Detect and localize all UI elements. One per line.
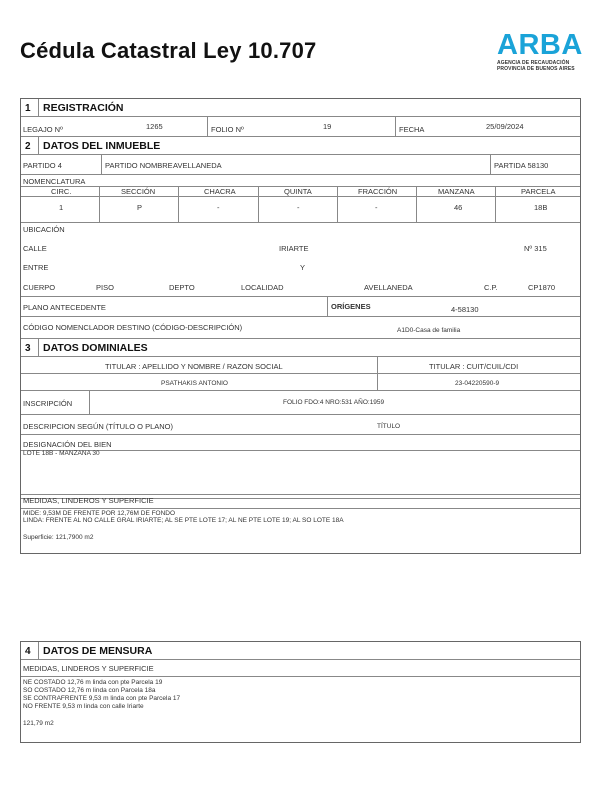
nom-value-quinta: - xyxy=(297,203,300,212)
section-title: DATOS DE MENSURA xyxy=(43,645,153,657)
titular-value: PSATHAKIS ANTONIO xyxy=(161,380,228,387)
cp-value: CP1870 xyxy=(528,283,556,292)
codigo-label: CÓDIGO NOMENCLADOR DESTINO (CÓDIGO-DESCRIPCIÓN) xyxy=(23,323,243,332)
inscripcion-value: FOLIO FDO:4 NRO:531 AÑO:1959 xyxy=(283,399,385,406)
localidad-value: AVELLANEDA xyxy=(364,283,413,292)
folio-value: 19 xyxy=(323,122,332,131)
mensura-superficie: 121,79 m2 xyxy=(23,720,54,727)
inscripcion-row xyxy=(21,391,580,415)
cuit-value: 23-04220590-9 xyxy=(455,380,500,387)
cuit-label: TITULAR : CUIT/CUIL/CDI xyxy=(429,362,519,371)
nom-value-circ: 1 xyxy=(59,203,64,212)
fecha-label: FECHA xyxy=(399,125,425,134)
arba-logo xyxy=(497,30,582,72)
page-title: Cédula Catastral Ley 10.707 xyxy=(20,38,317,63)
ubicacion-block xyxy=(21,223,580,297)
section-number: 1 xyxy=(25,103,31,114)
titular-block xyxy=(21,357,580,391)
section-header xyxy=(21,339,580,357)
plano-row xyxy=(21,297,580,317)
nom-header-parcela: PARCELA xyxy=(521,187,556,196)
partido-value: PARTIDO 4 xyxy=(23,161,62,170)
calle-label: CALLE xyxy=(23,244,47,253)
descripcion-value: TÍTULO xyxy=(377,423,401,430)
descripcion-label: DESCRIPCION SEGÚN (TÍTULO O PLANO) xyxy=(23,422,174,431)
depto-label: DEPTO xyxy=(169,283,195,292)
nomenclatura-block xyxy=(21,175,580,223)
designacion-label: DESIGNACIÓN DEL BIEN xyxy=(23,440,112,449)
nom-value-seccion: P xyxy=(137,203,143,212)
partido-row xyxy=(21,155,580,175)
mensura-medidas-label: MEDIDAS, LINDEROS Y SUPERFICIE xyxy=(23,664,154,673)
superficie-value: Superficie: 121,7900 m2 xyxy=(23,534,94,541)
cp-label: C.P. xyxy=(484,283,498,292)
codigo-row xyxy=(21,317,580,339)
nom-header-fraccion: FRACCIÓN xyxy=(358,187,398,196)
fecha-value: 25/09/2024 xyxy=(486,122,524,131)
legajo-label: LEGAJO Nº xyxy=(23,125,63,134)
nom-header-circ: CIRC. xyxy=(51,187,72,196)
calle-value: IRIARTE xyxy=(279,244,309,253)
mensura-line-2: SO COSTADO 12,76 m linda con Parcela 18a xyxy=(23,687,156,694)
plano-label: PLANO ANTECEDENTE xyxy=(23,303,106,312)
entre-label: ENTRE xyxy=(23,263,49,272)
inscripcion-label: INSCRIPCIÓN xyxy=(23,399,73,408)
origenes-value: 4-58130 xyxy=(451,305,479,314)
descripcion-row xyxy=(21,415,580,435)
registracion-row xyxy=(21,117,580,137)
nom-header-chacra: CHACRA xyxy=(204,187,236,196)
logo-subtitle-2: PROVINCIA DE BUENOS AIRES xyxy=(497,66,575,72)
nom-header-manzana: MANZANA xyxy=(438,187,475,196)
logo-wordmark: ARBA xyxy=(497,29,583,61)
section-number: 3 xyxy=(25,343,31,354)
mensura-line-1: NE COSTADO 12,76 m linda con pte Parcela 19 xyxy=(23,679,163,686)
nomenclatura-label: NOMENCLATURA xyxy=(23,177,86,186)
codigo-value: A1D0-Casa de familia xyxy=(397,327,461,334)
calle-numero: Nº 315 xyxy=(524,244,547,253)
mensura-line-3: SE CONTRAFRENTE 9,53 m linda con pte Parcela 17 xyxy=(23,695,181,702)
medidas-line-1: MIDE: 9,53M DE FRENTE POR 12,76M DE FONDO xyxy=(23,510,176,517)
cuerpo-label: CUERPO xyxy=(23,283,56,292)
nom-value-parcela: 18B xyxy=(534,203,548,212)
mensura-line-4: NO FRENTE 9,53 m linda con calle Iriarte xyxy=(23,703,144,710)
medidas-block xyxy=(21,496,580,553)
nom-header-seccion: SECCIÓN xyxy=(121,187,156,196)
piso-label: PISO xyxy=(96,283,114,292)
logo-subtitle-1: AGENCIA DE RECAUDACIÓN xyxy=(497,60,570,66)
section-header xyxy=(21,642,580,660)
titular-label: TITULAR : APELLIDO Y NOMBRE / RAZON SOCIAL xyxy=(105,362,283,371)
mensura-block xyxy=(21,660,580,742)
section-header xyxy=(21,137,580,155)
medidas-label: MEDIDAS, LINDEROS Y SUPERFICIE xyxy=(23,496,154,505)
section-title: DATOS DOMINIALES xyxy=(43,342,148,354)
section-number: 4 xyxy=(25,646,31,657)
medidas-line-2: LINDA: FRENTE AL NO CALLE GRAL IRIARTE; AL SE PTE LOTE 17; AL NE PTE LOTE 19; AL SO LOTE 18A xyxy=(23,517,344,524)
nom-header-quinta: QUINTA xyxy=(284,187,312,196)
legajo-value: 1265 xyxy=(146,122,163,131)
section-mensura xyxy=(20,641,581,743)
localidad-label: LOCALIDAD xyxy=(241,283,284,292)
nom-value-chacra: - xyxy=(217,203,220,212)
section-number: 2 xyxy=(25,141,31,152)
ubicacion-label: UBICACIÓN xyxy=(23,225,65,234)
section-title: REGISTRACIÓN xyxy=(43,102,124,114)
nom-value-manzana: 46 xyxy=(454,203,463,212)
section-header xyxy=(21,99,580,117)
entre-y: Y xyxy=(300,263,306,272)
designacion-value: LOTE 18B - MANZANA 30 xyxy=(23,450,100,457)
origenes-label: ORÍGENES xyxy=(331,302,371,311)
nom-value-fraccion: - xyxy=(375,203,378,212)
partido-nombre-value: AVELLANEDA xyxy=(173,161,222,170)
section-registracion xyxy=(20,98,581,554)
partido-nombre-label: PARTIDO NOMBRE xyxy=(105,161,173,170)
section-title: DATOS DEL INMUEBLE xyxy=(43,140,161,152)
folio-label: FOLIO Nº xyxy=(211,125,244,134)
designacion-block xyxy=(21,435,580,499)
partida-value: PARTIDA 58130 xyxy=(494,161,549,170)
